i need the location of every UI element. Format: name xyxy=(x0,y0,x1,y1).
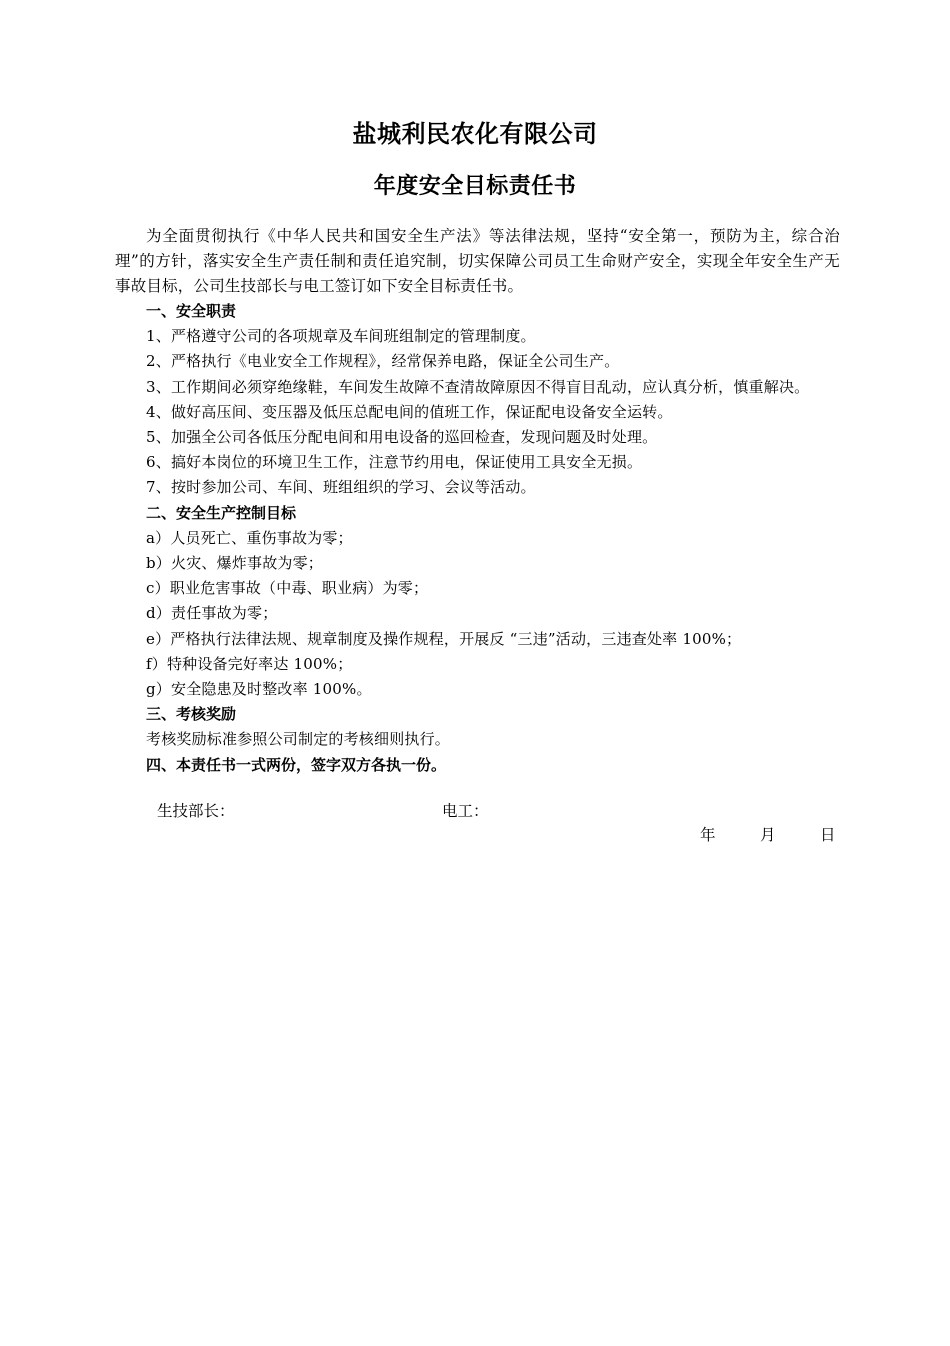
intro-paragraph: 为全面贯彻执行《中华人民共和国安全生产法》等法律法规，坚持“安全第一，预防为主，综合治理”的方针，落实安全生产责任制和责任追究制，切实保障公司员工生命财产安全，实现全年安全生产无事故目标，公司生技部长与电工签订如下安全目标责任书。 xyxy=(115,227,840,295)
signature-label-electrician: 电工： xyxy=(442,802,489,820)
date-line xyxy=(700,823,836,847)
section3-heading: 三、考核奖励 xyxy=(146,705,237,724)
section2-item: d）责任事故为零； xyxy=(146,604,278,623)
signature-label-tech-director: 生技部长： xyxy=(157,802,235,820)
section1-item: 4、做好高压间、变压器及低压总配电间的值班工作，保证配电设备安全运转。 xyxy=(146,402,673,421)
section2-item: c）职业危害事故（中毒、职业病）为零； xyxy=(146,579,429,598)
date-month-label: 月 xyxy=(760,826,776,844)
section1-item: 3、工作期间必须穿绝缘鞋，车间发生故障不查清故障原因不得盲目乱动，应认真分析，慎重解决。 xyxy=(146,377,810,396)
section1-item: 6、搞好本岗位的环境卫生工作，注意节约用电，保证使用工具安全无损。 xyxy=(146,453,643,472)
date-day-label: 日 xyxy=(820,826,836,844)
section2-item: a）人员死亡、重伤事故为零； xyxy=(146,528,353,547)
document-body xyxy=(115,224,840,778)
section1-item: 2、严格执行《电业安全工作规程》，经常保养电路，保证全公司生产。 xyxy=(146,352,620,371)
section1-item: 7、按时参加公司、车间、班组组织的学习、会议等活动。 xyxy=(146,478,536,497)
section2-item: f）特种设备完好率达 100%； xyxy=(146,654,353,673)
section3-text: 考核奖励标准参照公司制定的考核细则执行。 xyxy=(146,730,451,749)
section2-item: e）严格执行法律法规、规章制度及操作规程，开展反 “三违”活动，三违查处率 100%； xyxy=(146,629,742,648)
section1-item: 1、严格遵守公司的各项规章及车间班组制定的管理制度。 xyxy=(146,327,536,346)
section1-heading: 一、安全职责 xyxy=(146,302,237,320)
section4-heading: 四、本责任书一式两份，签字双方各执一份。 xyxy=(146,755,447,774)
document-title: 年度安全目标责任书 xyxy=(373,174,577,199)
section2-item: b）火灾、爆炸事故为零； xyxy=(146,554,324,573)
company-name: 盐城利民农化有限公司 xyxy=(352,120,598,148)
section2-heading: 二、安全生产控制目标 xyxy=(146,503,297,522)
date-year-label: 年 xyxy=(700,826,716,844)
section2-item: g）安全隐患及时整改率 100%。 xyxy=(146,680,372,699)
section1-item: 5、加强全公司各低压分配电间和用电设备的巡回检查，发现问题及时处理。 xyxy=(146,428,658,447)
